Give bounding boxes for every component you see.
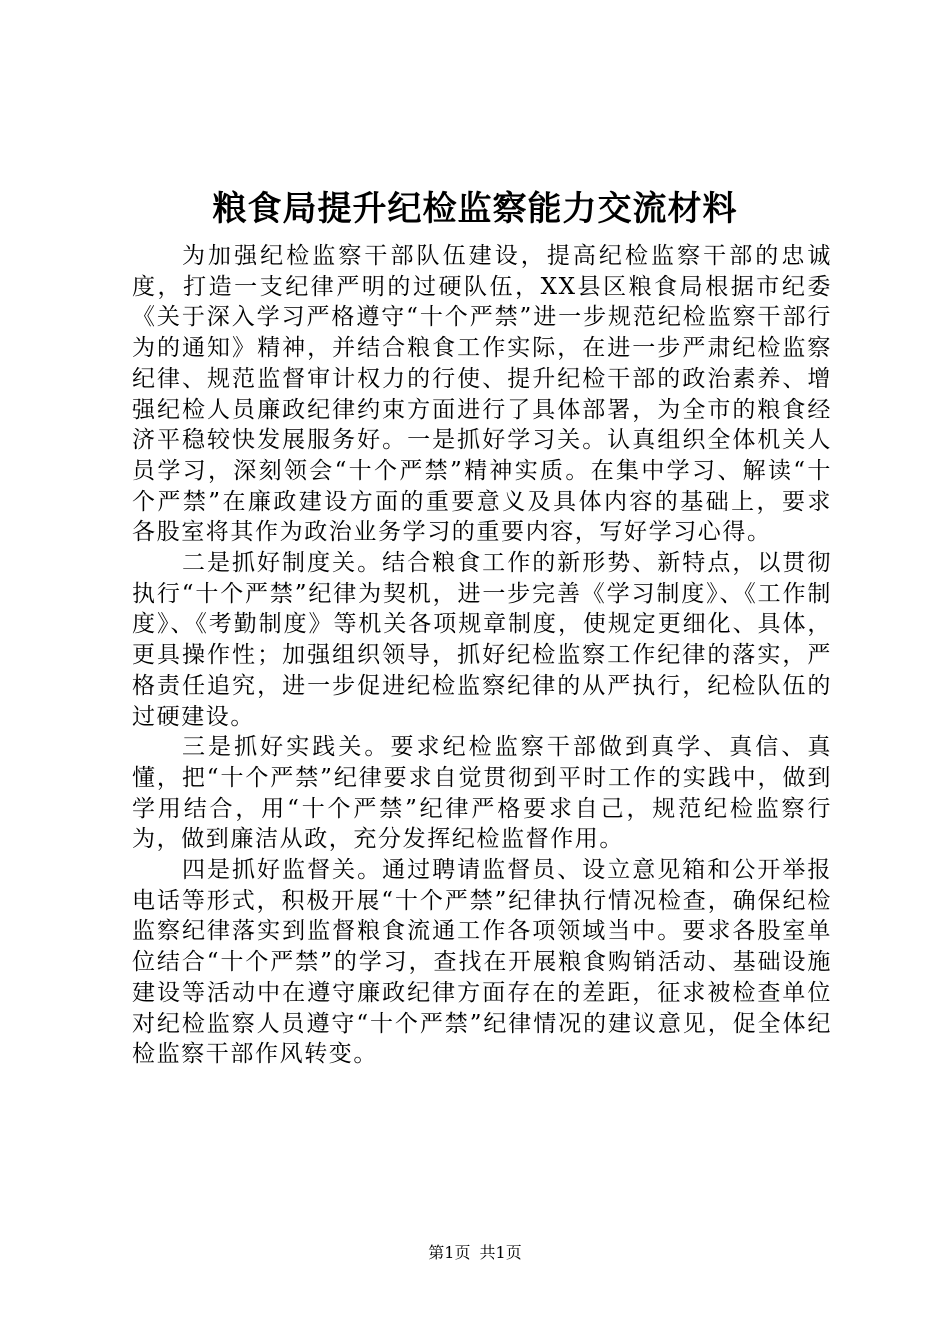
paragraph-4: 四是抓好监督关。通过聘请监督员、设立意见箱和公开举报电话等形式，积极开展“十个严禁”纪律执行情况检查，确保纪检监察纪律落实到监督粮食流通工作各项领域当中。要求各股室单位结合“十个严禁”的学习，查找在开展粮食购销活动、基础设施建设等活动中在遵守廉政纪律方面存在的差距，征求被检查单位对纪检监察人员遵守“十个严禁”纪律情况的建议意见，促全体纪检监察干部作风转变。 <box>132 857 832 1068</box>
document-title: 粮食局提升纪检监察能力交流材料 <box>212 189 738 229</box>
paragraph-1: 为加强纪检监察干部队伍建设，提高纪检监察干部的忠诚度，打造一支纪律严明的过硬队伍，XX县区粮食局根据市纪委《关于深入学习严格遵守“十个严禁”进一步规范纪检监察干部行为的通知》精神，并结合粮食工作实际，在进一步严肃纪检监察纪律、规范监督审计权力的行使、提升纪检干部的政治素养、增强纪检人员廉政纪律约束方面进行了具体部署，为全市的粮食经济平稳较快发展服务好。一是抓好学习关。认真组织全体机关人员学习，深刻领会“十个严禁”精神实质。在集中学习、解读“十个严禁”在廉政建设方面的重要意义及具体内容的基础上，要求各股室将其作为政治业务学习的重要内容，写好学习心得。 <box>132 243 832 546</box>
page-number: 第1页 <box>428 1243 471 1262</box>
paragraph-2: 二是抓好制度关。结合粮食工作的新形势、新特点，以贯彻执行“十个严禁”纪律为契机，进一步完善《学习制度》、《工作制度》、《考勤制度》等机关各项规章制度，使规定更细化、具体，更具操作性；加强组织领导，抓好纪检监察工作纪律的落实，严格责任追究，进一步促进纪检监察纪律的从严执行，纪检队伍的过硬建设。 <box>132 550 832 730</box>
document-body <box>132 241 832 1070</box>
page-total: 共1页 <box>479 1243 522 1262</box>
page-footer <box>0 1242 950 1264</box>
paragraph-3: 三是抓好实践关。要求纪检监察干部做到真学、真信、真懂，把“十个严禁”纪律要求自觉贯彻到平时工作的实践中，做到学用结合，用“十个严禁”纪律严格要求自己，规范纪检监察行为，做到廉洁从政，充分发挥纪检监督作用。 <box>132 734 832 853</box>
